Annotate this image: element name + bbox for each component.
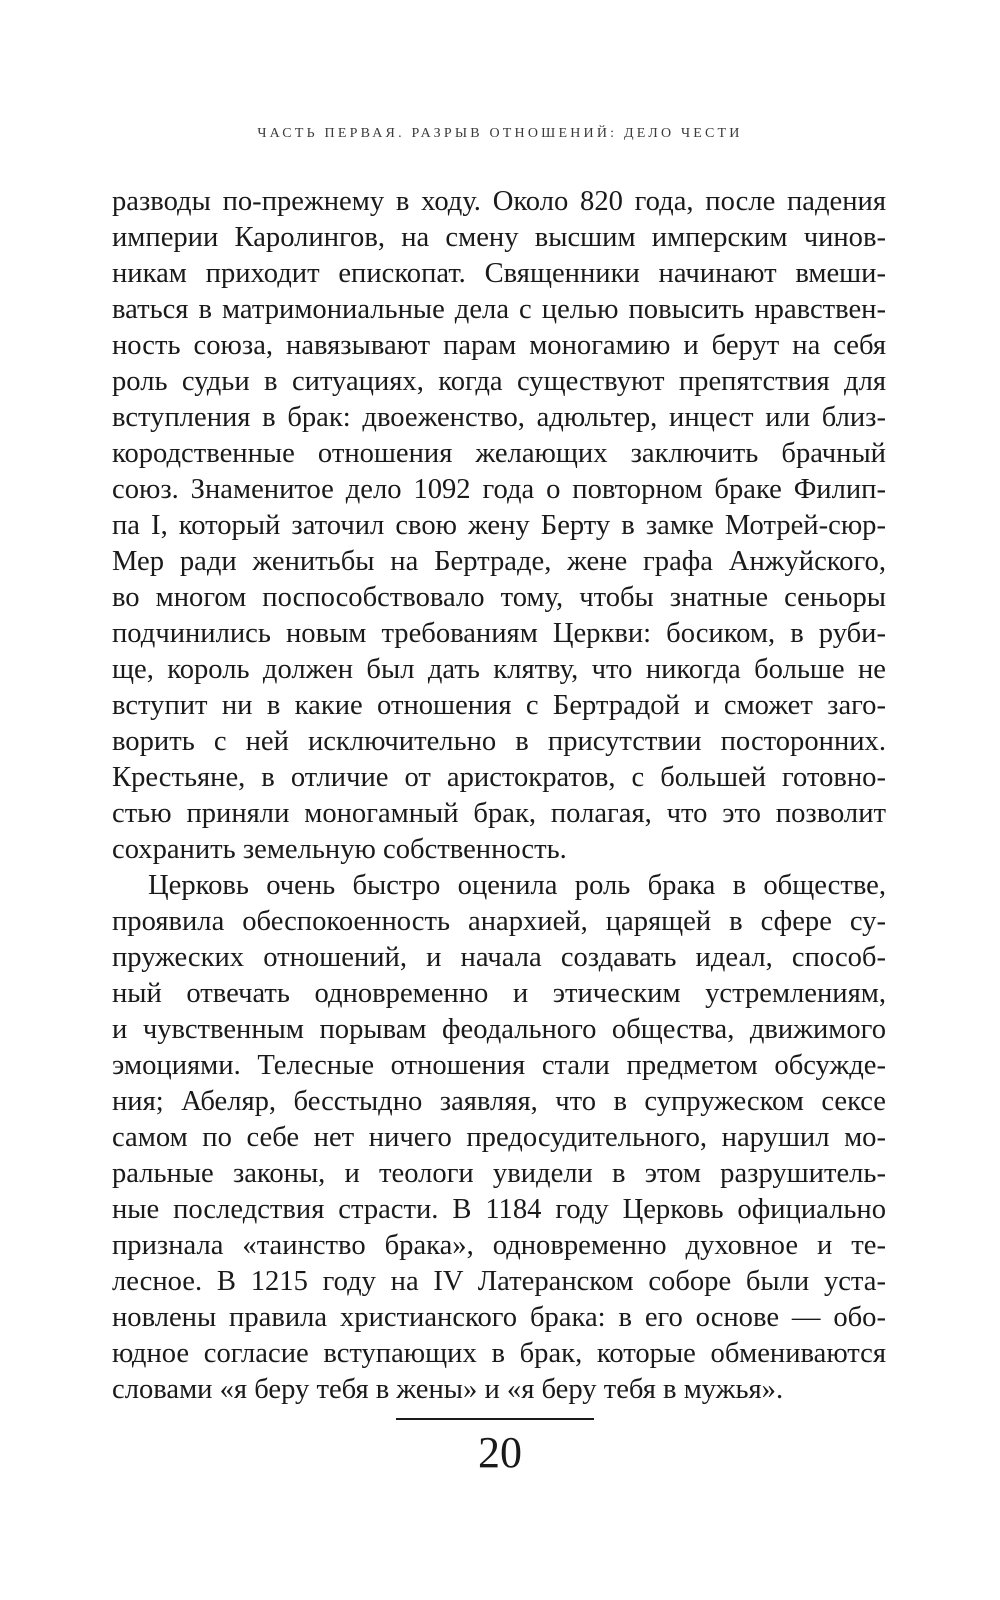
text-line: словами «я беру тебя в жены» и «я беру тебя в мужья». — [112, 1374, 784, 1405]
text-line: сохранить земельную собственность. — [112, 834, 567, 865]
text-line: никам приходит епископат. Священники начинают вмеши- — [112, 258, 886, 289]
text-line: юдное согласие вступающих в брак, которые обмениваются — [112, 1338, 886, 1369]
text-line: па I, который заточил свою жену Берту в замке Мотрей-сюр- — [112, 510, 886, 541]
text-line: ния; Абеляр, бесстыдно заявляя, что в супружеском сексе — [112, 1086, 886, 1117]
text-line: Мер ради женитьбы на Бертраде, жене графа Анжуйского, — [112, 546, 886, 577]
text-line: кородственные отношения желающих заключить брачный — [112, 438, 886, 469]
text-line: лесное. В 1215 году на IV Латеранском соборе были уста- — [112, 1266, 886, 1297]
running-header: ЧАСТЬ ПЕРВАЯ. РАЗРЫВ ОТНОШЕНИЙ: ДЕЛО ЧЕСТИ — [257, 126, 743, 141]
text-line: разводы по-прежнему в ходу. Около 820 года, после падения — [112, 186, 886, 217]
text-line: империи Каролингов, на смену высшим имперским чинов- — [112, 222, 886, 253]
text-line: союз. Знаменитое дело 1092 года о повторном браке Филип- — [112, 474, 886, 505]
text-line: проявила обеспокоенность анархией, царящей в сфере су- — [112, 906, 886, 937]
text-line: эмоциями. Телесные отношения стали предметом обсужде- — [112, 1050, 886, 1081]
text-line: ные последствия страсти. В 1184 году Церковь официально — [112, 1194, 886, 1225]
page-number: 20 — [478, 1428, 522, 1477]
body-text — [112, 184, 886, 1408]
text-line: во многом поспособствовало тому, чтобы знатные сеньоры — [112, 582, 886, 613]
text-line: пружеских отношений, и начала создавать идеал, способ- — [112, 942, 886, 973]
text-line: самом по себе нет ничего предосудительного, нарушил мо- — [112, 1122, 886, 1153]
text-line: ворить с ней исключительно в присутствии посторонних. — [112, 726, 886, 757]
text-line: Крестьяне, в отличие от аристократов, с большей готовно- — [112, 762, 886, 793]
footer-rule — [396, 1418, 594, 1420]
text-line: и чувственным порывам феодального общества, движимого — [112, 1014, 886, 1045]
text-line: ный отвечать одновременно и этическим устремлениям, — [112, 978, 886, 1009]
text-line: вступит ни в какие отношения с Бертрадой и сможет заго- — [112, 690, 886, 721]
text-line: вступления в брак: двоеженство, адюльтер, инцест или близ- — [112, 402, 886, 433]
text-line: Церковь очень быстро оценила роль брака в обществе, — [148, 870, 886, 901]
text-line: ность союза, навязывают парам моногамию и берут на себя — [112, 330, 886, 361]
text-line: ще, король должен был дать клятву, что никогда больше не — [112, 654, 886, 685]
text-line: новлены правила христианского брака: в его основе — обо- — [112, 1302, 886, 1333]
text-line: ральные законы, и теологи увидели в этом разрушитель- — [112, 1158, 886, 1189]
paragraph-1 — [112, 184, 886, 868]
text-line: ваться в матримониальные дела с целью повысить нравствен- — [112, 294, 886, 325]
paragraph-2 — [112, 868, 886, 1408]
text-line: признала «таинство брака», одновременно духовное и те- — [112, 1230, 886, 1261]
text-line: роль судьи в ситуациях, когда существуют препятствия для — [112, 366, 886, 397]
text-line: стью приняли моногамный брак, полагая, что это позволит — [112, 798, 886, 829]
text-line: подчинились новым требованиям Церкви: босиком, в руби- — [112, 618, 886, 649]
